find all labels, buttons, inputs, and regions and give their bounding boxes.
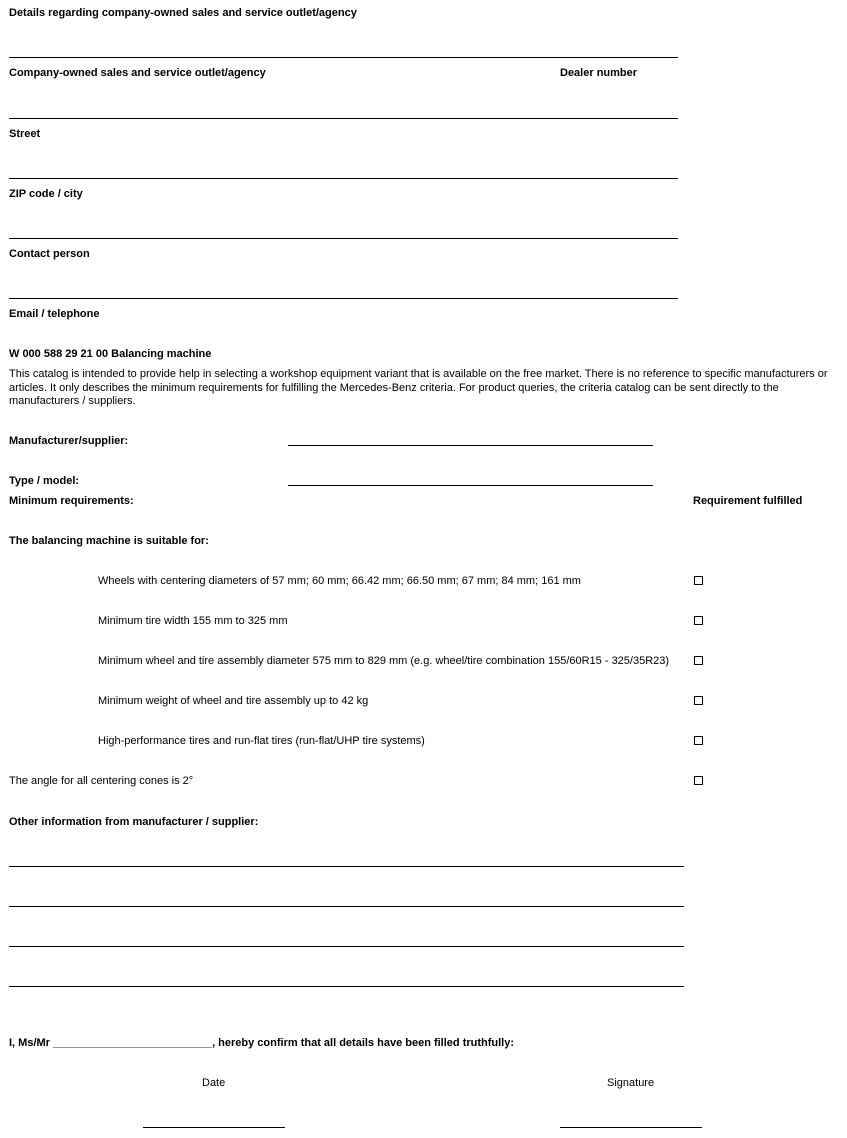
product-title: W 000 588 29 21 00 Balancing machine (9, 348, 212, 360)
type-model-input-line[interactable] (288, 485, 653, 486)
email-phone-input-line[interactable] (9, 298, 678, 299)
outlet-label: Company-owned sales and service outlet/agency (9, 67, 266, 79)
requirement-checkbox-cone-angle[interactable] (694, 776, 703, 785)
other-info-line-4[interactable] (9, 986, 684, 987)
contact-input-line[interactable] (9, 238, 678, 239)
date-input-line[interactable] (143, 1127, 285, 1128)
manufacturer-input-line[interactable] (288, 445, 653, 446)
requirement-fulfilled-header: Requirement fulfilled (693, 495, 803, 507)
requirement-checkbox-tire-width[interactable] (694, 616, 703, 625)
product-description: This catalog is intended to provide help in selecting a workshop equipment variant that is available on the free market. There is no reference to specific manufacturers or articles. It only describes the minimum requirements for fulfilling the Mercedes-Benz criteria. For product queries, the criteria catalog can be sent directly to the manufacturers / suppliers. (9, 368, 828, 407)
requirement-checkbox-weight[interactable] (694, 696, 703, 705)
requirement-item-centering: Wheels with centering diameters of 57 mm; 60 mm; 66.42 mm; 66.50 mm; 67 mm; 84 mm; 161 mm (98, 575, 581, 587)
requirement-item-assembly-diameter: Minimum wheel and tire assembly diameter 575 mm to 829 mm (e.g. wheel/tire combination 155/60R15 - 325/35R23) (98, 655, 670, 667)
contact-label: Contact person (9, 248, 90, 260)
requirement-item-run-flat: High-performance tires and run-flat tires (run-flat/UHP tire systems) (98, 735, 425, 747)
type-model-label: Type / model: (9, 475, 80, 487)
requirement-checkbox-assembly-diameter[interactable] (694, 656, 703, 665)
other-info-line-2[interactable] (9, 906, 684, 907)
suitable-heading: The balancing machine is suitable for: (9, 535, 209, 547)
requirement-item-tire-width: Minimum tire width 155 mm to 325 mm (98, 615, 288, 627)
dealer-number-label: Dealer number (560, 67, 638, 79)
requirement-item-weight: Minimum weight of wheel and tire assembly up to 42 kg (98, 695, 369, 707)
zip-city-label: ZIP code / city (9, 188, 83, 200)
other-info-heading: Other information from manufacturer / supplier: (9, 816, 259, 828)
other-info-line-3[interactable] (9, 946, 684, 947)
min-requirements-header: Minimum requirements: (9, 495, 134, 507)
dealer-section-heading: Details regarding company-owned sales and service outlet/agency (9, 7, 357, 19)
signature-input-line[interactable] (560, 1127, 702, 1128)
date-label: Date (202, 1077, 226, 1089)
other-info-line-1[interactable] (9, 866, 684, 867)
zip-city-input-line[interactable] (9, 178, 678, 179)
requirement-item-cone-angle: The angle for all centering cones is 2° (9, 775, 194, 787)
outlet-input-line[interactable] (9, 57, 678, 58)
signature-label: Signature (607, 1077, 655, 1089)
requirement-checkbox-run-flat[interactable] (694, 736, 703, 745)
street-label: Street (9, 128, 41, 140)
requirement-checkbox-centering[interactable] (694, 576, 703, 585)
manufacturer-label: Manufacturer/supplier: (9, 435, 129, 447)
email-phone-label: Email / telephone (9, 308, 100, 320)
confirmation-statement: I, Ms/Mr __________________________, hereby confirm that all details have been filled truthfully: (9, 1037, 515, 1049)
street-input-line[interactable] (9, 118, 678, 119)
